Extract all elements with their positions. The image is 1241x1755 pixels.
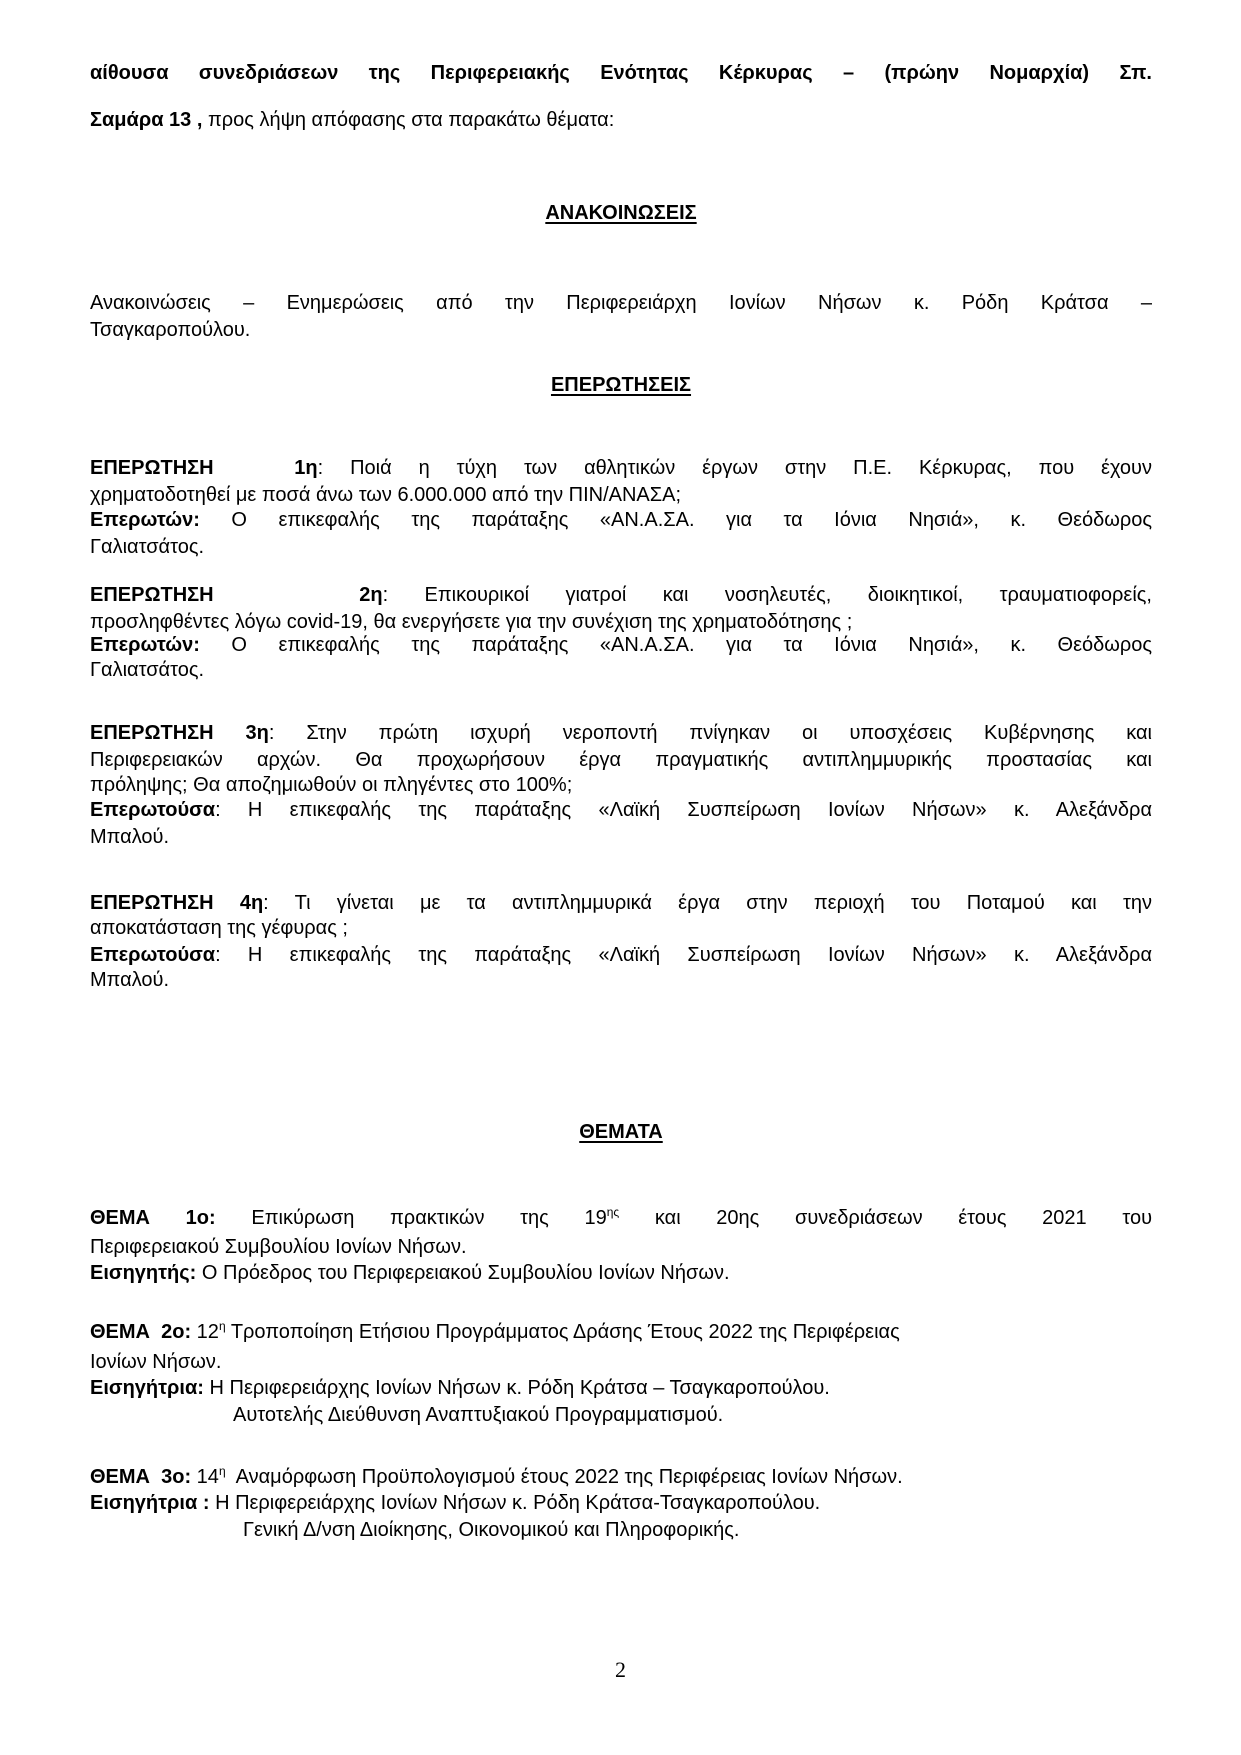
question-1-asker-text: Ο επικεφαλής της παράταξης «ΑΝ.Α.ΣΑ. για τα Ιόνια Νησιά», κ. Θεόδωρος	[199, 509, 1152, 531]
topic-1-text-b: και 20ης συνεδριάσεων έτους 2021 του	[619, 1207, 1153, 1229]
topic-1-line-2: Περιφερειακού Συμβουλίου Ιονίων Νήσων.	[90, 1236, 467, 1258]
question-1-label: ΕΠΕΡΩΤΗΣΗ 1η	[90, 457, 318, 479]
announcements-heading: ΑΝΑΚΟΙΝΩΣΕΙΣ	[545, 202, 697, 224]
topic-3-rapporteur-line-2: Γενική Δ/νση Διοίκησης, Οικονομικού και Πληροφορικής.	[243, 1519, 740, 1541]
question-1-asker-line-2: Γαλιατσάτος.	[90, 536, 205, 558]
question-4-asker-label: Επερωτούσα	[90, 944, 216, 966]
question-2-asker-line-2: Γαλιατσάτος.	[90, 659, 205, 681]
announcements-line-1-text: Ανακοινώσεις – Ενημερώσεις από την Περιφερειάρχη Ιονίων Νήσων κ. Ρόδη Κράτσα –	[90, 292, 1152, 314]
intro-line-2-rest: προς λήψη απόφασης στα παρακάτω θέματα:	[202, 109, 615, 131]
topic-3-rapporteur	[90, 1490, 1152, 1516]
topic-3-superscript: η	[218, 1464, 226, 1478]
question-2-asker-label: Επερωτών:	[90, 634, 200, 656]
intro-line-1	[90, 60, 1152, 86]
topic-1-label: ΘΕΜΑ 1ο:	[90, 1207, 216, 1229]
question-1-line-1	[90, 455, 1152, 481]
announcements-line-1	[90, 290, 1152, 316]
intro-address-bold: Σαμάρα 13 ,	[90, 109, 203, 131]
topic-2-line-2: Ιονίων Νήσων.	[90, 1351, 222, 1373]
question-2-label: ΕΠΕΡΩΤΗΣΗ 2η	[90, 584, 383, 606]
question-2-line-2: προσληφθέντες λόγω covid-19, θα ενεργήσετε για την συνέχιση της χρηματοδότησης ;	[90, 611, 853, 633]
question-3-asker-text: : Η επικεφαλής της παράταξης «Λαϊκή Συσπείρωση Ιονίων Νήσων» κ. Αλεξάνδρα	[215, 799, 1152, 821]
topic-1-superscript: ης	[606, 1205, 620, 1219]
question-1-line-2: χρηματοδοτηθεί με ποσά άνω των 6.000.000 από την ΠΙΝ/ΑΝΑΣΑ;	[90, 484, 682, 506]
question-4-line-2: αποκατάσταση της γέφυρας ;	[90, 917, 348, 939]
topic-3-label: ΘΕΜΑ 3ο:	[90, 1466, 192, 1488]
question-1-asker-label: Επερωτών:	[90, 509, 200, 531]
topic-2-label: ΘΕΜΑ 2ο:	[90, 1321, 192, 1343]
question-1-asker	[90, 507, 1152, 533]
question-3-asker-label: Επερωτούσα	[90, 799, 216, 821]
question-2-asker	[90, 632, 1152, 658]
intro-line-1-text: αίθουσα συνεδριάσεων της Περιφερειακής Ενότητας Κέρκυρας – (πρώην Νομαρχία) Σπ.	[90, 62, 1152, 84]
topic-2-rapporteur-label: Εισηγήτρια:	[90, 1377, 204, 1399]
topic-3-rapporteur-label: Εισηγήτρια :	[90, 1492, 210, 1514]
topic-2-text-a: 12	[191, 1321, 219, 1343]
topics-heading: ΘΕΜΑΤΑ	[579, 1121, 663, 1143]
question-4-line-1	[90, 890, 1152, 916]
topic-1-rapporteur-text: Ο Πρόεδρος του Περιφερειακού Συμβουλίου Ιονίων Νήσων.	[196, 1262, 730, 1284]
question-3-text: : Στην πρώτη ισχυρή νεροποντή πνίγηκαν οι υποσχέσεις Κυβέρνησης και	[268, 722, 1153, 744]
topic-2-rapporteur-text: Η Περιφερειάρχης Ιονίων Νήσων κ. Ρόδη Κράτσα – Τσαγκαροπούλου.	[203, 1377, 830, 1399]
page-number: 2	[615, 1657, 626, 1682]
question-4-text: : Τι γίνεται με τα αντιπλημμυρικά έργα στην περιοχή του Ποταμού και την	[263, 892, 1152, 914]
question-4-asker	[90, 942, 1152, 968]
question-3-line-2	[90, 747, 1152, 773]
question-3-asker-line-2: Μπαλού.	[90, 826, 170, 848]
announcements-line-2: Τσαγκαροπούλου.	[90, 319, 251, 341]
question-3-asker	[90, 797, 1152, 823]
question-1-text: : Ποιά η τύχη των αθλητικών έργων στην Π.Ε. Κέρκυρας, που έχουν	[317, 457, 1152, 479]
question-4-asker-line-2: Μπαλού.	[90, 969, 170, 991]
question-3-line-1	[90, 720, 1152, 746]
topic-2-rapporteur-line-2: Αυτοτελής Διεύθυνση Αναπτυξιακού Προγραμματισμού.	[233, 1404, 724, 1426]
question-4-label: ΕΠΕΡΩΤΗΣΗ 4η	[90, 892, 264, 914]
topic-1-line-1	[90, 1205, 1152, 1231]
topic-2-rapporteur	[90, 1375, 1152, 1401]
question-3-label: ΕΠΕΡΩΤΗΣΗ 3η	[90, 722, 269, 744]
question-3-line-3: πρόληψης; Θα αποζημιωθούν οι πληγέντες στο 100%;	[90, 774, 573, 796]
topic-1-rapporteur	[90, 1260, 1152, 1286]
topic-3-text-b: Αναμόρφωση Προϋπολογισμού έτους 2022 της Περιφέρειας Ιονίων Νήσων.	[225, 1466, 903, 1488]
question-2-asker-text: Ο επικεφαλής της παράταξης «ΑΝ.Α.ΣΑ. για τα Ιόνια Νησιά», κ. Θεόδωρος	[199, 634, 1152, 656]
questions-heading: ΕΠΕΡΩΤΗΣΕΙΣ	[550, 374, 692, 396]
question-2-text: : Επικουρικοί γιατροί και νοσηλευτές, διοικητικοί, τραυματιοφορείς,	[382, 584, 1152, 606]
intro-line-2	[90, 107, 1152, 133]
question-4-asker-text: : Η επικεφαλής της παράταξης «Λαϊκή Συσπείρωση Ιονίων Νήσων» κ. Αλεξάνδρα	[215, 944, 1152, 966]
topic-2-line-1	[90, 1319, 1152, 1345]
topic-2-text-b: Τροποποίηση Ετήσιου Προγράμματος Δράσης Έτους 2022 της Περιφέρειας	[225, 1321, 900, 1343]
question-2-line-1	[90, 582, 1152, 608]
topic-3-rapporteur-text: Η Περιφερειάρχης Ιονίων Νήσων κ. Ρόδη Κράτσα-Τσαγκαροπούλου.	[209, 1492, 821, 1514]
topic-3-text-a: 14	[191, 1466, 219, 1488]
topic-3-line-1	[90, 1464, 1152, 1490]
topic-1-rapporteur-label: Εισηγητής:	[90, 1262, 197, 1284]
topic-1-text-a: Επικύρωση πρακτικών της 19	[215, 1207, 607, 1229]
topic-2-superscript: η	[218, 1319, 226, 1333]
question-3-line-2-text: Περιφερειακών αρχών. Θα προχωρήσουν έργα πραγματικής αντιπλημμυρικής προστασίας και	[90, 749, 1152, 771]
